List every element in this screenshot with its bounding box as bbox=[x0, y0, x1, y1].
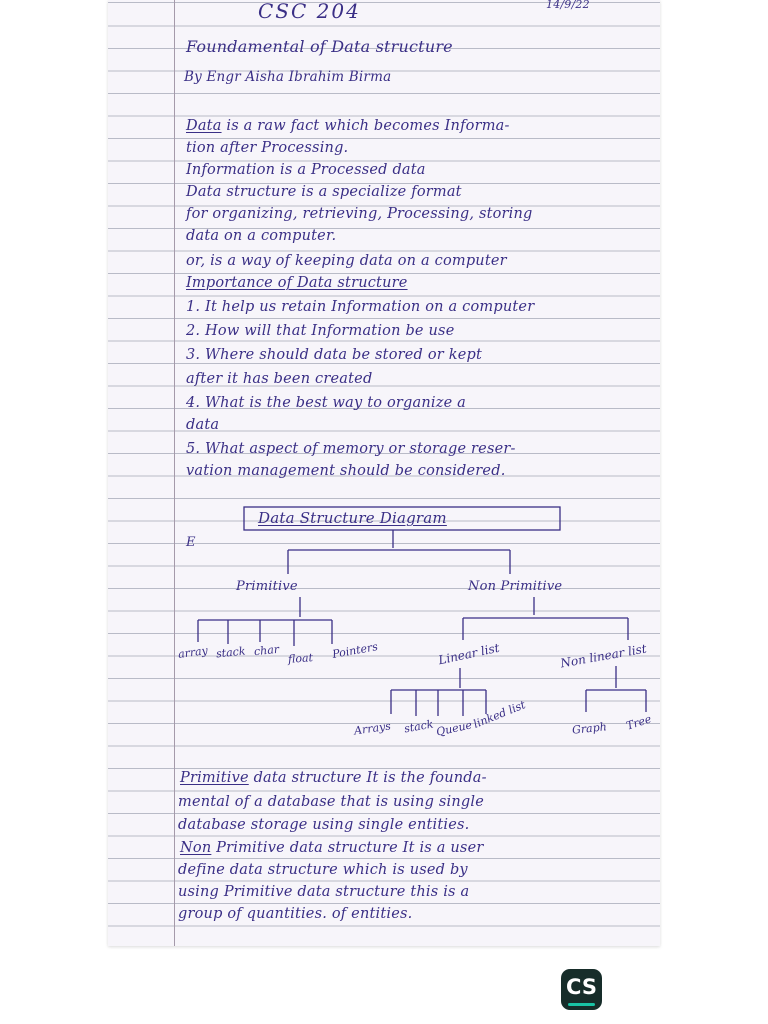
primitive-item: char bbox=[253, 642, 280, 659]
note-line: or, is a way of keeping data on a computer bbox=[186, 253, 507, 269]
logo-accent-bar bbox=[568, 1003, 595, 1006]
note-author: By Engr Aisha Ibrahim Birma bbox=[184, 69, 392, 85]
list-item: data bbox=[186, 417, 220, 433]
underlined-term: Non bbox=[180, 840, 212, 856]
paragraph-text: data structure It is the founda- bbox=[253, 770, 487, 786]
paragraph-line bbox=[180, 767, 487, 789]
linear-item: stack bbox=[403, 717, 435, 736]
linear-list-label: Linear list bbox=[437, 640, 501, 668]
note-line: Information is a Processed data bbox=[186, 162, 426, 178]
paragraph-line: mental of a database that is using single bbox=[178, 794, 485, 810]
course-code: CSC 204 bbox=[258, 0, 361, 23]
paragraph-line: define data structure which is used by bbox=[178, 862, 468, 878]
notebook-page bbox=[108, 0, 660, 946]
primitive-label: Primitive bbox=[236, 579, 298, 594]
line-text: is a raw fact which becomes Informa- bbox=[226, 118, 510, 134]
linear-item: linked list bbox=[471, 698, 528, 731]
paragraph-line: group of quantities. of entities. bbox=[178, 906, 413, 922]
non-primitive-connector bbox=[463, 597, 628, 640]
list-item: 3. Where should data be stored or kept bbox=[186, 347, 482, 363]
linear-item: Queue bbox=[435, 718, 474, 739]
primitive-item: stack bbox=[215, 644, 247, 661]
linear-list-connector bbox=[391, 668, 486, 716]
section-heading: Importance of Data structure bbox=[186, 275, 408, 291]
primitive-item: array bbox=[177, 643, 209, 662]
paragraph-line bbox=[180, 837, 483, 859]
underlined-term: Primitive bbox=[180, 770, 249, 786]
note-line: Data structure is a specialize format bbox=[186, 184, 462, 200]
note-line: for organizing, retrieving, Processing, storing bbox=[186, 206, 533, 222]
underlined-term: Data bbox=[186, 118, 222, 134]
paragraph-line: using Primitive data structure this is a bbox=[178, 884, 470, 900]
non-primitive-label: Non Primitive bbox=[468, 579, 563, 594]
note-title: Foundamental of Data structure bbox=[186, 37, 453, 56]
note-date: 14/9/22 bbox=[546, 0, 590, 11]
paragraph-text: Primitive data structure It is a user bbox=[216, 840, 484, 856]
list-item: after it has been created bbox=[186, 371, 373, 387]
camscanner-logo-icon bbox=[561, 969, 602, 1010]
logo-text: CS bbox=[566, 975, 597, 999]
list-item: vation management should be considered. bbox=[186, 463, 506, 479]
non-linear-list-label: Non linear list bbox=[559, 641, 648, 671]
list-item: 1. It help us retain Information on a computer bbox=[186, 299, 535, 315]
diagram-mark: E bbox=[186, 535, 196, 550]
primitive-connector bbox=[198, 597, 332, 646]
list-item: 5. What aspect of memory or storage reser- bbox=[186, 441, 516, 457]
primitive-item: float bbox=[287, 651, 314, 666]
primitive-item: Pointers bbox=[331, 640, 379, 661]
non-linear-item: Graph bbox=[571, 720, 608, 737]
linear-item: Arrays bbox=[353, 719, 392, 738]
non-linear-item: Tree bbox=[624, 712, 654, 733]
diagram-title: Data Structure Diagram bbox=[258, 509, 447, 527]
list-item: 4. What is the best way to organize a bbox=[186, 395, 467, 411]
non-linear-list-connector bbox=[586, 666, 646, 712]
note-line: tion after Processing. bbox=[186, 140, 349, 156]
root-connector bbox=[288, 530, 510, 574]
list-item: 2. How will that Information be use bbox=[186, 323, 455, 339]
paragraph-line: database storage using single entities. bbox=[178, 817, 470, 833]
note-line: data on a computer. bbox=[186, 228, 337, 244]
